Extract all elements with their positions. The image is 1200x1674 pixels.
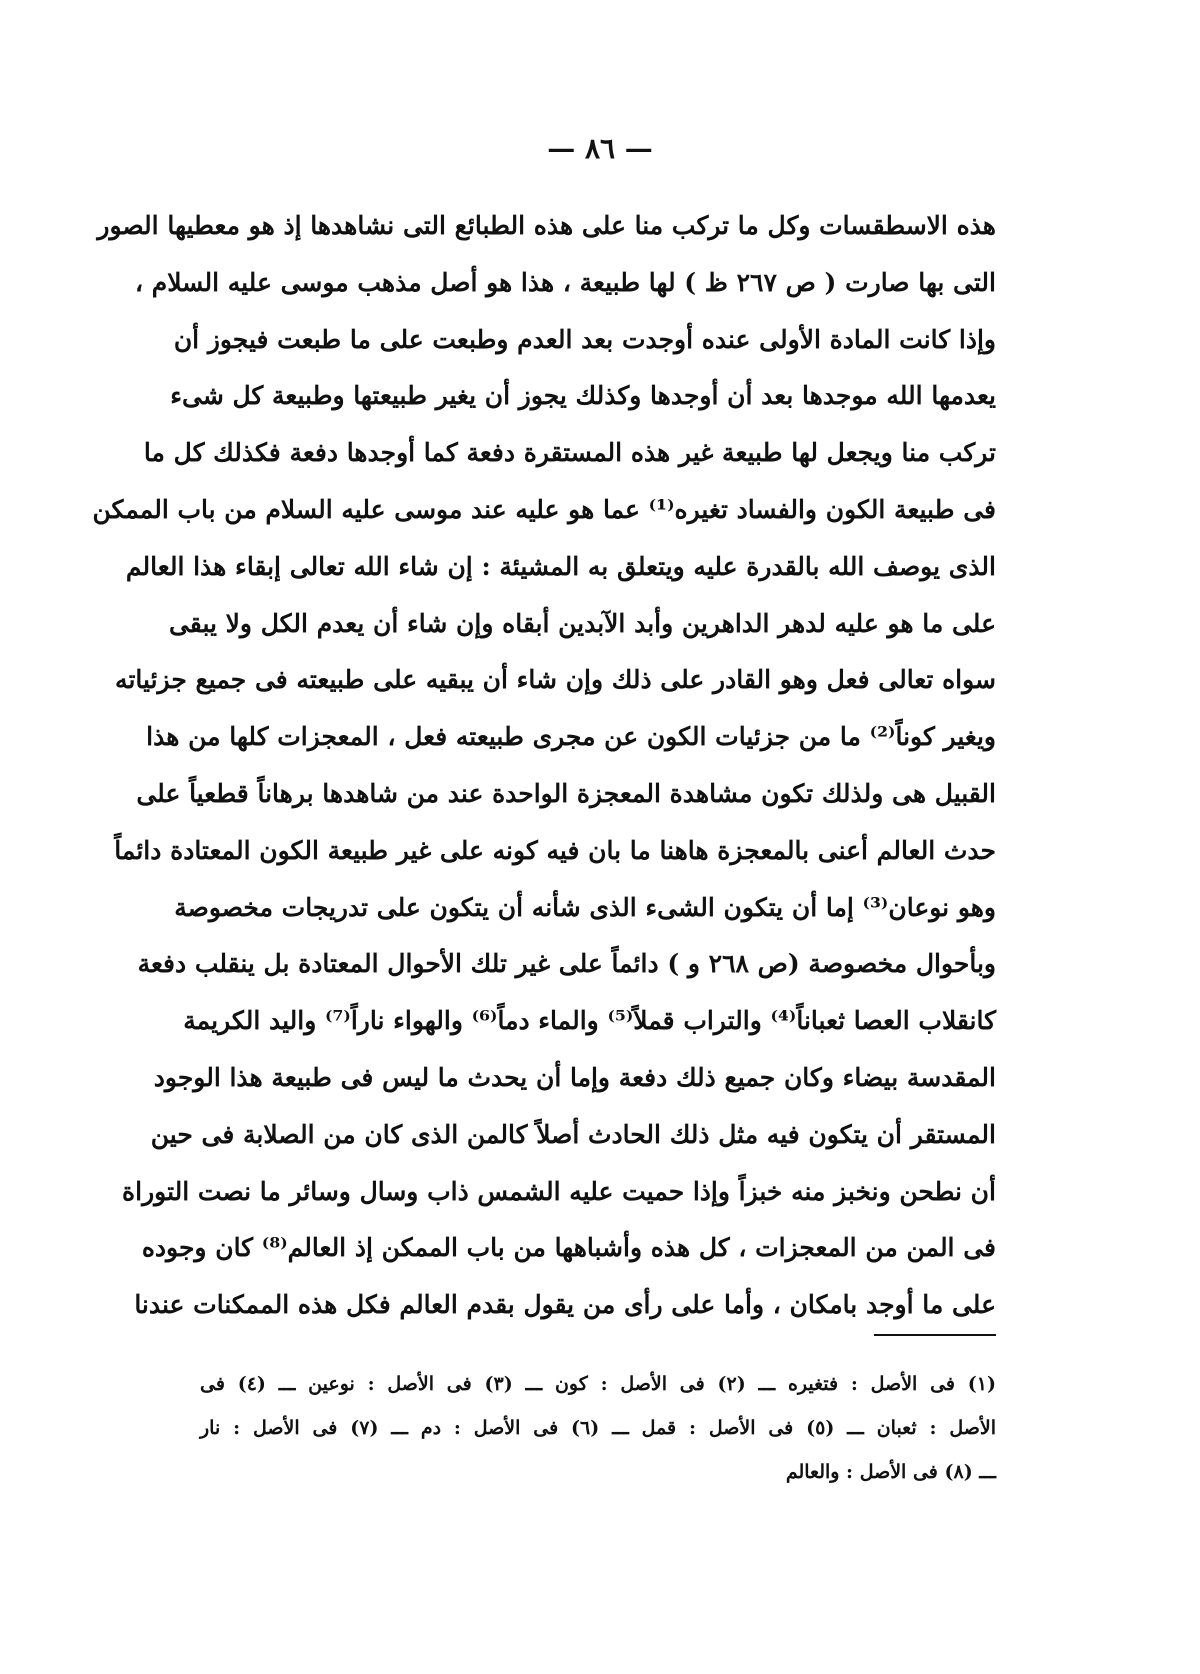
text-line: سواه تعالى فعل وهو القادر على ذلك وإن شاء أن يبقيه على طبيعته فى جميع جزئياته <box>115 665 996 695</box>
footnotes <box>200 1362 996 1494</box>
text-line: الذى يوصف الله بالقدرة عليه ويتعلق به المشيئة : إن شاء الله تعالى إبقاء هذا العالم <box>125 551 996 581</box>
text-line: أن نطحن ونخبز منه خبزاً وإذا حميت عليه الشمس ذاب وسال وسائر ما نصت التوراة <box>122 1176 996 1206</box>
text-line: فى المن من المعجزات ، كل هذه وأشباهها من باب الممكن إذ العالم⁽⁸⁾ كان وجوده <box>141 1233 996 1263</box>
text-line: المستقر أن يتكون فيه مثل ذلك الحادث أصلاً كالمن الذى كان من الصلابة فى حين <box>150 1119 996 1149</box>
text-line: وإذا كانت المادة الأولى عنده أوجدت بعد العدم وطبعت على ما طبعت فيجوز أن <box>173 324 996 354</box>
text-line: كانقلاب العصا ثعباناً⁽⁴⁾ والتراب قملاً⁽⁵⁾ والماء دماً⁽⁶⁾ والهواء ناراً⁽⁷⁾ واليد الكريمة <box>183 1006 996 1036</box>
footnote-separator-rule <box>874 1334 996 1336</box>
text-line: يعدمها الله موجدها بعد أن أوجدها وكذلك يجوز أن يغير طبيعتها وطبيعة كل شىء <box>170 381 996 411</box>
text-line: فى طبيعة الكون والفساد تغيره⁽¹⁾ عما هو عليه عند موسى عليه السلام من باب الممكن <box>92 494 996 524</box>
text-line: القبيل هى ولذلك تكون مشاهدة المعجزة الواحدة عند من شاهدها برهاناً قطعياً على <box>136 778 996 808</box>
footnote-line: ـــ (٨) فى الأصل : والعالم <box>785 1461 996 1483</box>
text-line: على ما هو عليه لدهر الداهرين وأبد الآبدين أبقاه وإن شاء أن يعدم الكل ولا يبقى <box>168 608 996 638</box>
text-line: ويغير كوناً⁽²⁾ ما من جزئيات الكون عن مجرى طبيعته فعل ، المعجزات كلها من هذا <box>146 722 996 752</box>
text-line: المقدسة بيضاء وكان جميع ذلك دفعة وإما أن يحدث ما ليس فى طبيعة هذا الوجود <box>153 1062 996 1092</box>
main-text <box>92 198 996 1334</box>
text-line: على ما أوجد بامكان ، وأما على رأى من يقول بقدم العالم فكل هذه الممكنات عندنا <box>134 1290 996 1320</box>
text-line: تركب منا ويجعل لها طبيعة غير هذه المستقرة دفعة كما أوجدها دفعة فكذلك كل ما <box>143 438 996 468</box>
text-line: وبأحوال مخصوصة (ص ٢٦٨ و ) دائماً على غير تلك الأحوال المعتادة بل ينقلب دفعة <box>137 949 996 979</box>
page-number: — ٨٦ — <box>547 132 653 165</box>
text-line: التى بها صارت ( ص ٢٦٧ ظ ) لها طبيعة ، هذا هو أصل مذهب موسى عليه السلام ، <box>134 267 996 297</box>
footnote-line: (١) فى الأصل : فتغيره ـــ (٢) فى الأصل : كون ـــ (٣) فى الأصل : نوعين ـــ (٤) فى <box>200 1373 996 1395</box>
text-line: هذه الاسطقسات وكل ما تركب منا على هذه الطبائع التى نشاهدها إذ هو معطيها الصور <box>97 211 996 240</box>
text-line: حدث العالم أعنى بالمعجزة هاهنا ما بان فيه كونه على غير طبيعة الكون المعتادة دائماً <box>114 835 996 865</box>
footnote-line: الأصل : ثعبان ـــ (٥) فى الأصل : قمل ـــ (٦) فى الأصل : دم ـــ (٧) فى الأصل : نار <box>200 1417 996 1439</box>
text-line: وهو نوعان⁽³⁾ إما أن يتكون الشىء الذى شأنه أن يتكون على تدريجات مخصوصة <box>174 892 996 922</box>
